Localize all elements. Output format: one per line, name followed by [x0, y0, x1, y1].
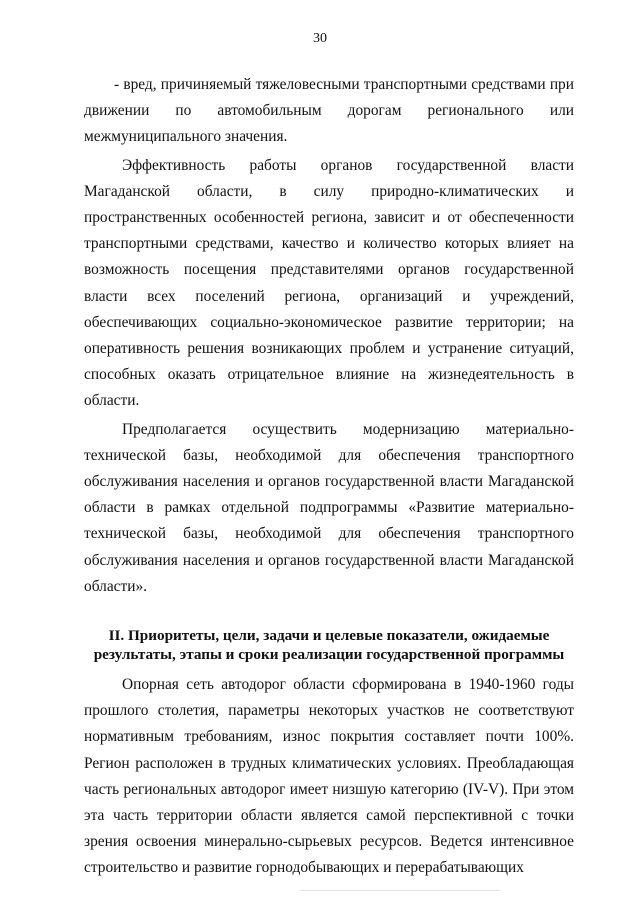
- document-body: [84, 72, 574, 882]
- paragraph-road-network: Опорная сеть автодорог области сформирована в 1940-1960 годы прошлого столетия, параметры некоторых участков не соответствуют нормативным требованиям, износ покрытия составляет почти 100%. Регион расположен в трудных климатических условиях. Преобладающая часть региональных автодорог имеет низшую категорию (IV-V). При этом эта часть территории области является самой перспективной с точки зрения освоения минерально-сырьевых ресурсов. Ведется интенсивное строительство и развитие горнодобывающих и перерабатывающих: [84, 676, 574, 877]
- paragraph-harm-heavy-vehicles: - вред, причиняемый тяжеловесными транспортными средствами при движении по автомобильным дорогам регионального или межмуниципального значения.: [84, 76, 574, 146]
- scan-artifact-line: [300, 890, 500, 891]
- page-number: 30: [313, 31, 327, 46]
- section-heading-line-2: результаты, этапы и сроки реализации государственной программы: [93, 646, 565, 664]
- paragraph-modernization-plan: Предполагается осуществить модернизацию материально-технической базы, необходимой для обеспечения транспортного обслуживания населения и органов государственной власти Магаданской области в рамках отдельной подпрограммы «Развитие материально-технической базы, необходимой для обеспечения транспортного обслуживания населения и органов государственной власти Магаданской области».: [84, 420, 574, 595]
- paragraph-efficiency-of-authorities: Эффективность работы органов государственной власти Магаданской области, в силу природно-климатических и пространственных особенностей региона, зависит и от обеспеченности транспортными средствами, качество и количество которых влияет на возможность посещения представителями органов государственной власти всех поселений региона, организаций и учреждений, обеспечивающих социально-экономическое развитие территории; на оперативность решения возникающих проблем и устранение ситуаций, способных оказать отрицательное влияние на жизнедеятельность в области.: [84, 156, 574, 410]
- section-heading-line-1: II. Приоритеты, цели, задачи и целевые показатели, ожидаемые: [108, 627, 550, 645]
- section-heading: [84, 626, 574, 664]
